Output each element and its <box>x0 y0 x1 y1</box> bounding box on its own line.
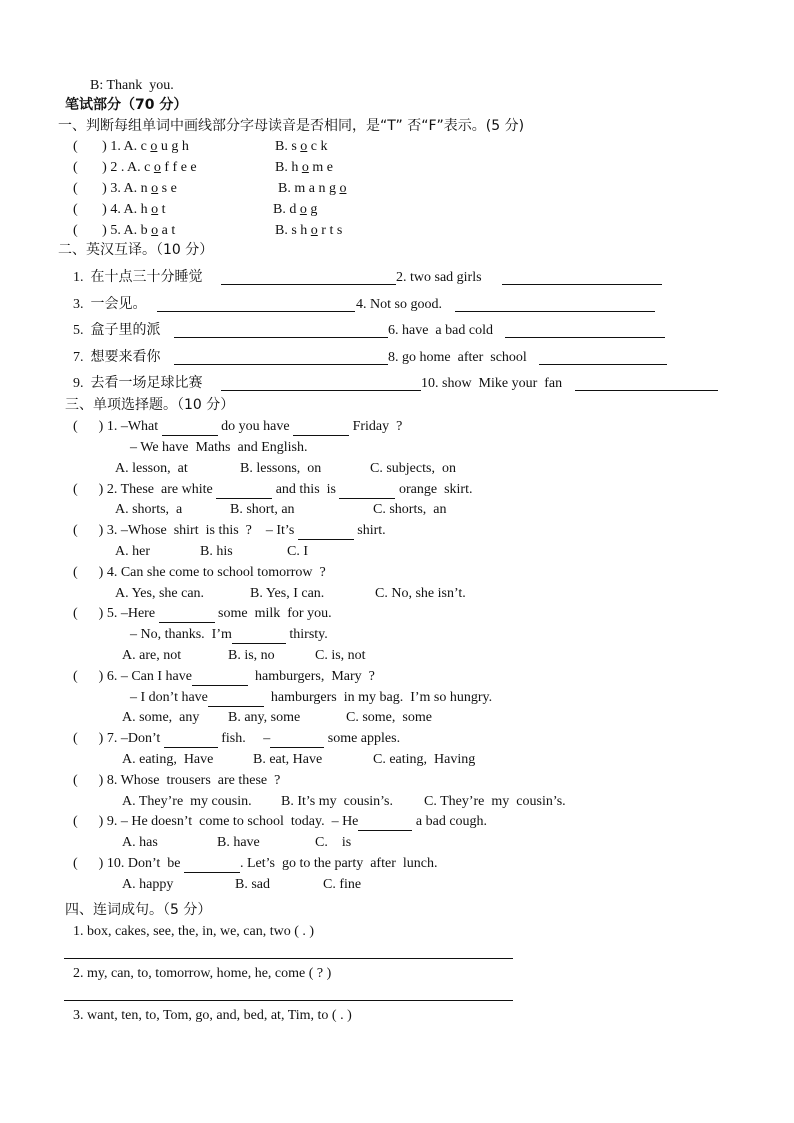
question-6-reply: – I don’t have hamburgers in my bag. I’m so hungry. <box>130 690 493 705</box>
answer-line[interactable] <box>174 364 388 365</box>
answer-line[interactable] <box>539 364 667 365</box>
question-3: ( ) 3. –Whose shirt is this ? – It’s shirt. <box>73 523 386 538</box>
question-4-option-b: B. Yes, I can. <box>250 586 325 601</box>
answer-blank[interactable] <box>159 608 215 623</box>
answer-line[interactable] <box>64 958 513 959</box>
answer-line[interactable] <box>575 390 718 391</box>
question-10-option-c: C. fine <box>323 877 362 892</box>
question-10-option-b: B. sad <box>235 877 270 892</box>
reorder-item-2: 2. my, can, to, tomorrow, home, he, come ( ? ) <box>73 966 332 981</box>
reorder-item-3: 3. want, ten, to, Tom, go, and, bed, at, Tim, to ( . ) <box>73 1008 352 1023</box>
question-8: ( ) 8. Whose trousers are these ? <box>73 773 281 788</box>
question-5-reply: – No, thanks. I’m thirsty. <box>130 627 328 642</box>
question-4-option-a: A. Yes, she can. <box>115 586 205 601</box>
question-8-option-a: A. They’re my cousin. <box>122 794 252 809</box>
section2-title: 二、英汉互译。（10 分） <box>58 242 214 258</box>
answer-blank[interactable] <box>293 421 349 436</box>
answer-line[interactable] <box>64 1000 513 1001</box>
answer-line[interactable] <box>455 311 655 312</box>
question-4-option-c: C. No, she isn’t. <box>375 586 466 601</box>
top-dialogue-line: B: Thank you. <box>90 78 174 93</box>
answer-blank[interactable] <box>162 421 218 436</box>
question-4: ( ) 4. Can she come to school tomorrow ? <box>73 565 326 580</box>
phonics-item-3: ( ) 3. A. n o s e <box>73 181 177 196</box>
question-7: ( ) 7. –Don’t fish. – some apples. <box>73 731 401 746</box>
answer-line[interactable] <box>221 390 421 391</box>
question-8-option-b: B. It’s my cousin’s. <box>281 794 394 809</box>
question-2-option-b: B. short, an <box>230 502 295 517</box>
phonics-item-1: ( ) 1. A. c o u g h <box>73 139 189 154</box>
question-9: ( ) 9. – He doesn’t come to school today. – He a bad cough. <box>73 814 488 829</box>
translation-item-3: 3. 一会见。 <box>73 297 147 312</box>
question-6-option-b: B. any, some <box>228 710 301 725</box>
question-9-option-a: A. has <box>122 835 158 850</box>
question-10-option-a: A. happy <box>122 877 174 892</box>
phonics-item-1-option-b: B. s o c k <box>275 139 328 154</box>
answer-line[interactable] <box>174 337 388 338</box>
question-9-option-b: B. have <box>217 835 260 850</box>
translation-item-7: 7. 想要来看你 <box>73 350 161 365</box>
question-1: ( ) 1. –What do you have Friday ? <box>73 419 403 434</box>
written-part-heading: 笔试部分（70 分） <box>65 97 188 113</box>
answer-blank[interactable] <box>184 858 240 873</box>
question-2-option-a: A. shorts, a <box>115 502 183 517</box>
question-2-option-c: C. shorts, an <box>373 502 447 517</box>
question-8-option-c: C. They’re my cousin’s. <box>424 794 566 809</box>
answer-blank[interactable] <box>208 692 264 707</box>
answer-blank[interactable] <box>358 816 412 831</box>
translation-item-9: 9. 去看一场足球比赛 <box>73 376 203 391</box>
question-1-option-c: C. subjects, on <box>370 461 456 476</box>
phonics-item-5: ( ) 5. A. b o a t <box>73 223 176 238</box>
question-5-option-c: C. is, not <box>315 648 366 663</box>
section3-title: 三、单项选择题。（10 分） <box>65 397 235 413</box>
translation-item-2: 2. two sad girls <box>396 270 482 285</box>
question-1-reply: – We have Maths and English. <box>130 440 308 455</box>
question-3-option-b: B. his <box>200 544 233 559</box>
answer-blank[interactable] <box>216 484 272 499</box>
section1-title: 一、判断每组单词中画线部分字母读音是否相同，是“T” 否“F”表示。(5 分) <box>58 118 525 134</box>
question-1-option-a: A. lesson, at <box>115 461 188 476</box>
answer-line[interactable] <box>221 284 396 285</box>
phonics-item-5-option-b: B. s h o r t s <box>275 223 343 238</box>
question-7-option-c: C. eating, Having <box>373 752 476 767</box>
translation-item-4: 4. Not so good. <box>356 297 442 312</box>
question-3-option-c: C. I <box>287 544 308 559</box>
question-6: ( ) 6. – Can I have hamburgers, Mary ? <box>73 669 375 684</box>
answer-blank[interactable] <box>270 733 324 748</box>
answer-blank[interactable] <box>192 671 248 686</box>
phonics-item-2-option-b: B. h o m e <box>275 160 333 175</box>
translation-item-5: 5. 盒子里的派 <box>73 323 161 338</box>
answer-line[interactable] <box>502 284 662 285</box>
question-5: ( ) 5. –Here some milk for you. <box>73 606 332 621</box>
question-5-option-b: B. is, no <box>228 648 275 663</box>
answer-blank[interactable] <box>298 525 354 540</box>
translation-item-1: 1. 在十点三十分睡觉 <box>73 270 203 285</box>
answer-blank[interactable] <box>339 484 395 499</box>
question-10: ( ) 10. Don’t be . Let’s go to the party after lunch. <box>73 856 438 871</box>
answer-line[interactable] <box>505 337 665 338</box>
translation-item-10: 10. show Mike your fan <box>421 376 563 391</box>
translation-item-6: 6. have a bad cold <box>388 323 493 338</box>
reorder-item-1: 1. box, cakes, see, the, in, we, can, two ( . ) <box>73 924 315 939</box>
translation-item-8: 8. go home after school <box>388 350 527 365</box>
phonics-item-4: ( ) 4. A. h o t <box>73 202 166 217</box>
question-1-option-b: B. lessons, on <box>240 461 322 476</box>
question-2: ( ) 2. These are white and this is orange skirt. <box>73 482 473 497</box>
phonics-item-4-option-b: B. d o g <box>273 202 318 217</box>
question-6-option-c: C. some, some <box>346 710 432 725</box>
question-5-option-a: A. are, not <box>122 648 182 663</box>
phonics-item-3-option-b: B. m a n g o <box>278 181 347 196</box>
question-6-option-a: A. some, any <box>122 710 200 725</box>
answer-line[interactable] <box>157 311 355 312</box>
question-7-option-b: B. eat, Have <box>253 752 323 767</box>
question-7-option-a: A. eating, Have <box>122 752 214 767</box>
answer-blank[interactable] <box>164 733 218 748</box>
question-3-option-a: A. her <box>115 544 150 559</box>
question-9-option-c: C. is <box>315 835 352 850</box>
answer-blank[interactable] <box>232 629 286 644</box>
section4-title: 四、连词成句。（5 分） <box>65 902 212 918</box>
phonics-item-2: ( ) 2 . A. c o f f e e <box>73 160 197 175</box>
